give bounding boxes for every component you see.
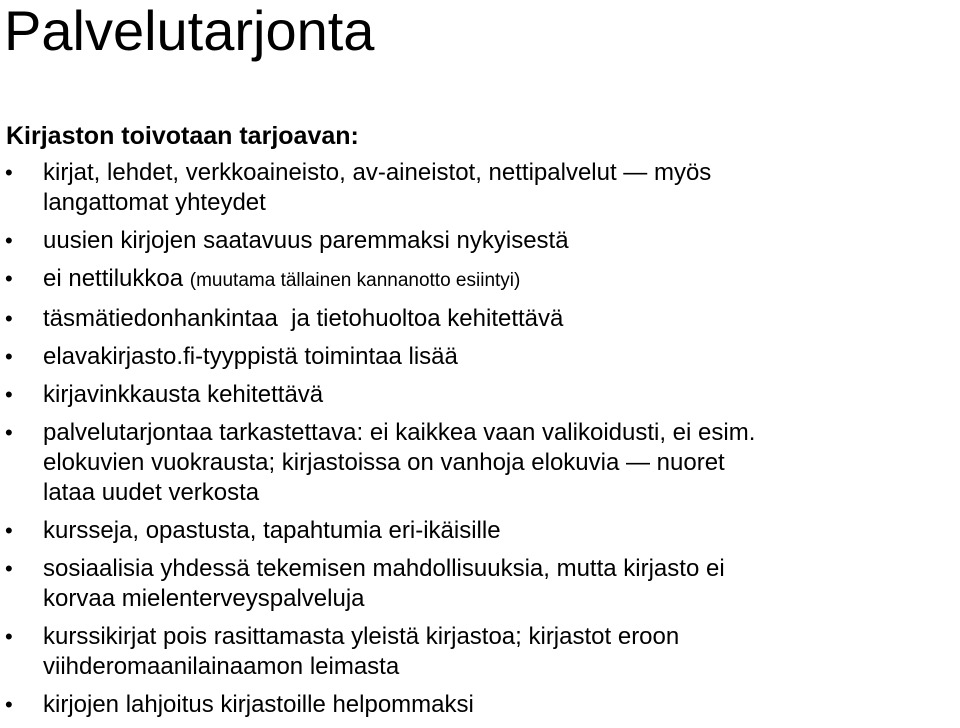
- list-item-text: sosiaalisia yhdessä tekemisen mahdollisuuksia, mutta kirjasto ei: [43, 555, 725, 582]
- list-item: [0, 304, 960, 334]
- list-item: [0, 342, 960, 372]
- list-item-text: elokuvien vuokrausta; kirjastoissa on vanhoja elokuvia — nuoret: [43, 449, 725, 476]
- slide-title: Palvelutarjonta: [4, 0, 375, 62]
- list-item: [0, 554, 960, 614]
- bullet-icon: •: [5, 160, 13, 185]
- bullet-list: [0, 158, 960, 728]
- bullet-icon: •: [5, 624, 13, 649]
- bullet-icon: •: [5, 344, 13, 369]
- bullet-icon: •: [5, 556, 13, 581]
- list-item-text: korvaa mielenterveyspalveluja: [43, 585, 365, 612]
- list-item-main-text: ei nettilukkoa: [43, 265, 190, 292]
- list-item: [0, 418, 960, 508]
- list-item-text: kirjojen lahjoitus kirjastoille helpommaksi: [43, 691, 474, 718]
- list-item-text: uusien kirjojen saatavuus paremmaksi nykyisestä: [43, 227, 569, 254]
- bullet-icon: •: [5, 420, 13, 445]
- bullet-icon: •: [5, 382, 13, 407]
- list-item-text: kirjavinkkausta kehitettävä: [43, 381, 324, 408]
- list-item: [0, 264, 960, 296]
- list-item-text: [43, 264, 952, 296]
- list-item-text: täsmätiedonhankintaa ja tietohuoltoa kehitettävä: [43, 305, 564, 332]
- list-item-text: kurssikirjat pois rasittamasta yleistä kirjastoa; kirjastot eroon: [43, 623, 680, 650]
- list-item: [0, 380, 960, 410]
- list-item-text: lataa uudet verkosta: [43, 479, 260, 506]
- list-item-text: viihderomaanilainaamon leimasta: [43, 653, 400, 680]
- list-item-text: kursseja, opastusta, tapahtumia eri-ikäisille: [43, 517, 501, 544]
- list-item: [0, 690, 960, 720]
- list-item-text: palvelutarjontaa tarkastettava: ei kaikkea vaan valikoidusti, ei esim.: [43, 419, 756, 446]
- list-item-text: langattomat yhteydet: [43, 189, 266, 216]
- slide-subheading: Kirjaston toivotaan tarjoavan:: [6, 122, 359, 150]
- list-item-note: (muutama tällainen kannanotto esiintyi): [189, 270, 521, 291]
- bullet-icon: •: [5, 518, 13, 543]
- bullet-icon: •: [5, 228, 13, 253]
- bullet-icon: •: [5, 266, 13, 291]
- bullet-icon: •: [5, 306, 13, 331]
- list-item: [0, 516, 960, 546]
- list-item: [0, 226, 960, 256]
- list-item: [0, 622, 960, 682]
- bullet-icon: •: [5, 692, 13, 717]
- list-item-text: elavakirjasto.fi-tyyppistä toimintaa lisää: [43, 343, 458, 370]
- list-item: [0, 158, 960, 218]
- list-item-text: kirjat, lehdet, verkkoaineisto, av-aineistot, nettipalvelut — myös: [43, 159, 712, 186]
